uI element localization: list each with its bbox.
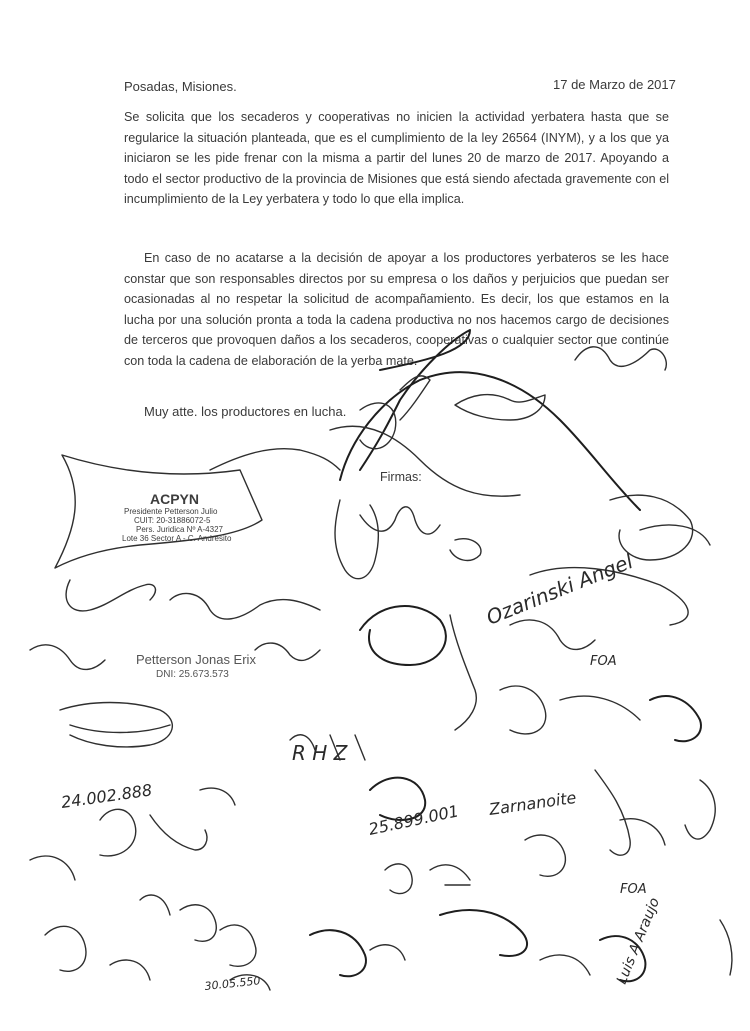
- signature-stroke: [685, 780, 715, 839]
- signature-stroke: [140, 895, 170, 915]
- signature-stroke: [455, 395, 545, 420]
- signature-stroke: [360, 507, 440, 534]
- stamp-line-4: Lote 36 Sector A - C. Andresito: [122, 534, 232, 543]
- signature-stroke: [335, 500, 378, 579]
- signature-stroke: [66, 580, 155, 611]
- signature-stroke: [720, 920, 732, 975]
- signature-stroke: [450, 539, 481, 561]
- signature-stroke: [60, 703, 172, 747]
- signatures-label: Firmas:: [380, 470, 422, 484]
- signature-stroke: [255, 643, 320, 660]
- signature-stroke: [510, 620, 595, 649]
- handwritten-name-3: Zarnanoite: [487, 787, 578, 819]
- signature-stroke: [310, 930, 366, 976]
- signature-stroke: [430, 865, 470, 885]
- signer-dni: DNI: 25.673.573: [156, 669, 229, 680]
- signature-stroke: [170, 593, 320, 619]
- signature-stroke: [500, 686, 546, 734]
- stamp-title: ACPYN: [150, 491, 200, 507]
- handwritten-number-3: 30.05.550: [203, 974, 261, 993]
- signature-stroke: [150, 815, 207, 850]
- letter-closing: Muy atte. los productores en lucha.: [144, 404, 347, 419]
- signature-stroke: [525, 835, 565, 876]
- stamp-line-2: CUIT: 20-31886072-5: [134, 516, 211, 525]
- handwritten-initials-2: FOA: [620, 882, 647, 897]
- signature-stroke: [340, 372, 640, 510]
- letter-date: 17 de Marzo de 2017: [553, 77, 676, 92]
- signature-stroke: [595, 770, 630, 855]
- handwritten-name-1: Ozarinski Angel: [482, 549, 637, 630]
- stamp-line-1: Presidente Petterson Julio: [124, 507, 218, 516]
- signature-stroke: [30, 856, 75, 880]
- signature-stroke: [560, 696, 640, 720]
- signature-stroke: [450, 615, 476, 730]
- signature-stroke: [210, 449, 340, 470]
- signature-stroke: [360, 606, 446, 665]
- signature-stroke: [575, 347, 666, 370]
- signature-stroke: [180, 905, 216, 942]
- signature-stroke: [220, 925, 256, 966]
- signature-stroke: [70, 725, 170, 733]
- letter-paragraph-1: Se solicita que los secaderos y cooperativas no inicien la actividad yerbatera hasta que se regularice la situación planteada, que es el cumplimiento de la ley 26564 (INYM), y a los que ya iniciaron se les pide frenar con la misma a partir del lunes 20 de marzo de 2017. Apoyando a todo el sector productivo de la provincia de Misiones que está siendo afectada gravemente con el incumplimiento de la Ley yerbatera y todo lo que ella implica.: [124, 110, 669, 207]
- signature-stroke: [650, 696, 701, 741]
- letter-place: Posadas, Misiones.: [124, 79, 237, 94]
- handwritten-number-2: 25.899.001: [366, 801, 461, 839]
- signature-stroke: [370, 945, 405, 960]
- signer-name: Petterson Jonas Erix: [136, 652, 256, 667]
- signature-stroke: [385, 864, 412, 894]
- letter-paragraph-2: En caso de no acatarse a la decisión de apoyar a los productores yerbateros se les hace constar que son responsables directos por su empresa o los daños y perjuicios que puedan ser ocasionadas al no respetar la solicitud de acompañamiento. Es decir, los que estamos en la lucha por una solución pronta a toda la cadena productiva no nos hacemos cargo de decisiones de terceros que provoquen daños a los secaderos, cooperativas o cualquier sector que continúe con toda la cadena de elaboración de la yerba mate.: [124, 251, 669, 368]
- handwritten-name-2: Luis A Araujo: [613, 895, 664, 987]
- signature-stroke: [100, 809, 136, 856]
- signature-stroke: [45, 926, 86, 971]
- handwritten-number-1: 24.002.888: [59, 780, 154, 812]
- signature-stroke: [110, 960, 150, 980]
- handwritten-initials-1: FOA: [590, 654, 617, 669]
- signature-stroke: [620, 819, 665, 845]
- signature-stroke: [640, 525, 710, 545]
- signature-stroke: [440, 910, 527, 956]
- signature-stroke: [200, 788, 235, 805]
- signature-stroke: [30, 645, 105, 670]
- handwritten-initials-3: R H Z: [292, 741, 348, 765]
- stamp-line-3: Pers. Juridica Nº A-4327: [136, 525, 223, 534]
- signature-stroke: [540, 955, 590, 975]
